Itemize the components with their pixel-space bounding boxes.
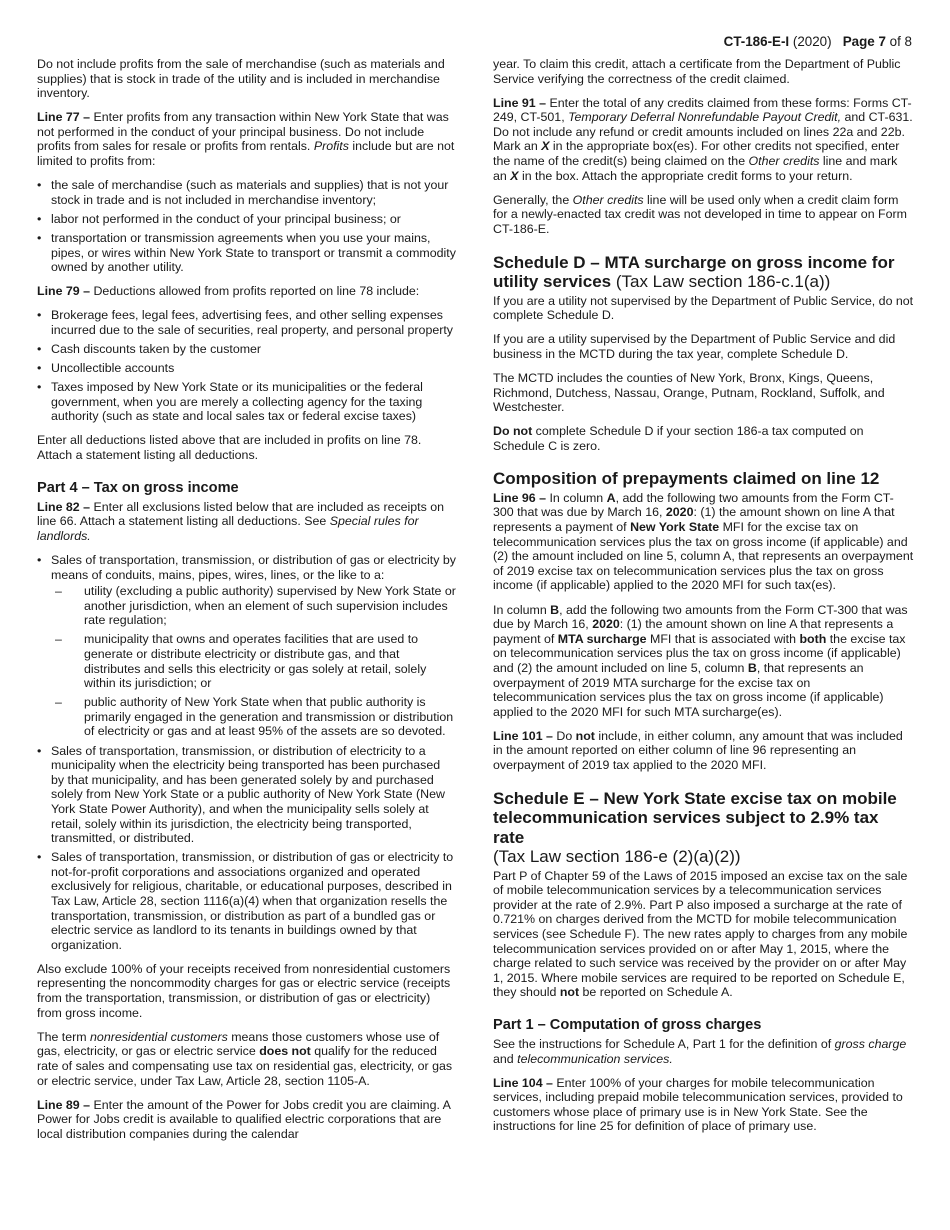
list-item: • Brokerage fees, legal fees, advertising fees, and other selling expenses incurred due to the sale of securities, real property, and personal property [37,308,456,337]
part-1-paragraph: See the instructions for Schedule A, Part 1 for the definition of gross charge and telecommunication services. [493,1036,907,1066]
page-header [724,35,912,50]
right-column [493,57,914,1143]
line-104-label: Line 104 – [493,1075,553,1090]
column-b-paragraph: In column B, add the following two amounts from the Form CT-300 that was due by March 16, 2020: (1) the amount shown on line A that represents a payment of MTA surcharge MFI that is associated with both the excise tax on telecommunication services plus the tax on gross income (if applicable) and (2) the amount included on line 5, column B, that represents an overpayment of 2019 MTA surcharge for the excise tax on telecommunication services plus the tax on gross income (if applicable) applied to the 2020 MFI for such MTA surcharge(es). [493,602,908,719]
sub-list [51,584,456,739]
line-104-paragraph: Line 104 – Enter 100% of your charges for mobile telecommunication services, including prepaid mobile telecommunication services, provided to customers whose place of primary use is in New York State. See the instructions for line 25 for definition of place of primary use. [493,1075,903,1134]
form-id: CT-186-E-I [723,34,790,49]
line-101-label: Line 101 – [493,728,553,743]
left-column [37,57,456,1151]
form-year: (2020) [789,34,832,49]
line-96-label: Line 96 – [493,490,547,505]
merchandise-note: Do not include profits from the sale of merchandise (such as materials and supplies) that is stock in trade of the utility and is included in merchandise inventory. [37,57,445,101]
schedule-d-p3: The MCTD includes the counties of New York, Bronx, Kings, Queens, Richmond, Dutchess, Nassau, Orange, Putnam, Rockland, Suffolk, and Westchester. [493,370,885,415]
line-91-paragraph: Line 91 – Enter the total of any credits claimed from these forms: Forms CT-249, CT-501, Temporary Deferral Nonrefundable Payout Credit, and CT-631. Do not include any refund or credit amounts included on lines 22a and 22b. Mark an X in the appropriate box(es). For other credits not specified, enter the name of the credit(s) being claimed on the Other credits line and mark an X in the box. Attach the appropriate credit forms to your return. [493,95,913,183]
list-item: • labor not performed in the conduct of your principal business; or [37,212,456,227]
schedule-d-p1: If you are a utility not supervised by the Department of Public Service, do not complete Schedule D. [493,293,914,323]
list-item: • Cash discounts taken by the customer [37,342,456,357]
profits-list [37,178,456,275]
list-item: • the sale of merchandise (such as materials and supplies) that is not your stock in trade and is not included in merchandise inventory; [37,178,456,207]
line-91-label: Line 91 – [493,95,547,110]
list-item: • Taxes imposed by New York State or its municipalities or the federal government, when you are merely a collecting agency for the taxing authority (such as state and local sales tax or federal excise taxes) [37,380,456,424]
sub-list-item: – utility (excluding a public authority) supervised by New York State or another jurisdiction, when an element of such supervision includes rate regulation; [51,584,456,628]
line-89-label: Line 89 – [37,1097,91,1112]
part-1-heading: Part 1 – Computation of gross charges [493,1016,762,1033]
list-item: • Sales of transportation, transmission, or distribution of gas or electricity to not-for-profit corporations and associations organized and operated exclusively for religious, charitable, or educational purposes, described in Tax Law, Article 28, section 1116(a)(4) when that organization resells the transportation, transmission, or distribution as part of a bundled gas or electric service as landlord to its tenants in buildings owned by that organization. [37,850,456,952]
list-item: • Sales of transportation, transmission, or distribution of gas or electricity by means of conduits, mains, pipes, wires, lines, or the like to a: – utility (excluding a public authority) supervised by New York State or another jurisdiction, when an element of such supervision includes rate regulation; – municipality that owns and operates facilities that are used to generate or distribute electricity or distribute gas, and that distributes and sells this electricity or gas solely at retail, solely within its jurisdiction; or – public authority of New York State when that public authority is primarily engaged in the generation and transmission or distribution of electricity or gas and at least 95% of the assets are so devoted. [37,553,456,739]
enter-deductions-note: Enter all deductions listed above that are included in profits on line 78. Attach a statement listing all deductions. [37,433,422,463]
line-79-paragraph: Line 79 – Deductions allowed from profits reported on line 78 include: [37,284,420,299]
exclusions-list [37,553,456,952]
line-77-paragraph: Line 77 – Enter profits from any transaction within New York State that was not performed in the conduct of your principal business. Do not include profits from sales for resale or profits from rentals. Profits include but are not limited to profits from: [37,110,455,169]
also-exclude-paragraph: Also exclude 100% of your receipts received from nonresidential customers representing the noncommodity charges for gas or electric service (receipts from the transportation, transmission, or distribution of gas or electricity) from gross income. [37,961,451,1020]
line-101-paragraph: Line 101 – Do not include, in either column, any amount that was included in the amount reported on either column of line 96 representing an overpayment of 2019 tax applied to the 2020 MFI. [493,728,903,772]
deductions-list [37,308,456,424]
nonresidential-definition: The term nonresidential customers means those customers whose use of gas, electricity, or gas or electric service does not qualify for the reduced rate of sales and compensating use tax on residential gas, electricity, or gas or electric service, under Tax Law, Article 28, section 1105-A. [37,1029,453,1088]
sub-list-item: – municipality that owns and operates facilities that are used to generate or distribute electricity or distribute gas, and that distributes and sells this electricity or gas solely at retail, solely within its jurisdiction; or [51,632,456,690]
schedule-d-p4: Do not complete Schedule D if your section 186-a tax computed on Schedule C is zero. [493,424,864,453]
schedule-d-p2: If you are a utility supervised by the Department of Public Service and did business in the MCTD during the tax year, complete Schedule D. [493,332,896,361]
other-credits-note: Generally, the Other credits line will be used only when a credit claim form for a newly-enacted tax credit was not developed in time to appear on Form CT-186-E. [493,192,907,236]
list-item: • Sales of transportation, transmission, or distribution of electricity to a municipality when the electricity being transported has been purchased by that municipality, and has been generated solely by and purchased solely from New York State or a public authority of New York State (New York State Power Authority), and when the municipality sells solely at retail, solely within its jurisdiction, the electricity being transported, transmitted, or distributed. [37,744,456,846]
line-77-label: Line 77 – [37,110,91,125]
sub-list-item: – public authority of New York State when that public authority is primarily engaged in the generation and transmission or distribution of electricity or gas and at least 95% of the assets are so devoted. [51,695,456,739]
line-82-paragraph: Line 82 – Enter all exclusions listed below that are included as receipts on line 66. Attach a statement listing all deductions. See Special rules for landlords. [37,499,445,543]
line-82-label: Line 82 – [37,499,91,514]
page-total: of 8 [885,34,912,49]
line-79-label: Line 79 – [37,284,91,299]
line-89-paragraph: Line 89 – Enter the amount of the Power for Jobs credit you are claiming. A Power for Jobs credit is available to qualified electric corporations that are local distribution companies during the calendar [37,1097,451,1141]
list-item: • transportation or transmission agreements when you use your mains, pipes, or wires within New York State to transport or transmit a commodity owned by another utility. [37,231,456,275]
part-4-heading: Part 4 – Tax on gross income [37,479,239,496]
schedule-e-heading: Schedule E – New York State excise tax on mobile telecommunication services subject to 2.9% tax rate (Tax Law section 186-e (2)(a)(2)) [493,788,897,867]
line-96-paragraph: Line 96 – In column A, add the following two amounts from the Form CT-300 that was due by March 16, 2020: (1) the amount shown on line A that represents a payment of New York State MFI for the excise tax on telecommunication services plus the tax on gross income (if applicable) and (2) the amount included on line 5, column A, that represents an overpayment of 2019 excise tax on telecommunication services plus the tax on gross income (if applicable) applied to the 2020 MFI for such tax(es). [493,490,914,593]
page-number: Page 7 [842,34,886,49]
list-item: • Uncollectible accounts [37,361,456,376]
schedule-d-heading: Schedule D – MTA surcharge on gross income for utility services (Tax Law section 186-c.1(a)) [493,252,895,292]
schedule-e-paragraph: Part P of Chapter 59 of the Laws of 2015 imposed an excise tax on the sale of mobile telecommunication services by a telecommunication services provider at the rate of 2.9%. Part P also imposed a surcharge at the rate of 0.721% on charges derived from the MCTD for mobile telecommunication services (see Schedule F). The new rates apply to charges from any mobile telecommunication services provided on or after May 1, 2015, where the charge related to such service was received by the provider on or after May 1, 2015. Where mobile services are required to be reported on Schedule E, they should not be reported on Schedule A. [493,868,908,1000]
prepayments-heading: Composition of prepayments claimed on line 12 [493,469,880,489]
line-89-continued: year. To claim this credit, attach a certificate from the Department of Public Service verifying the correctness of the credit claimed. [493,57,901,86]
